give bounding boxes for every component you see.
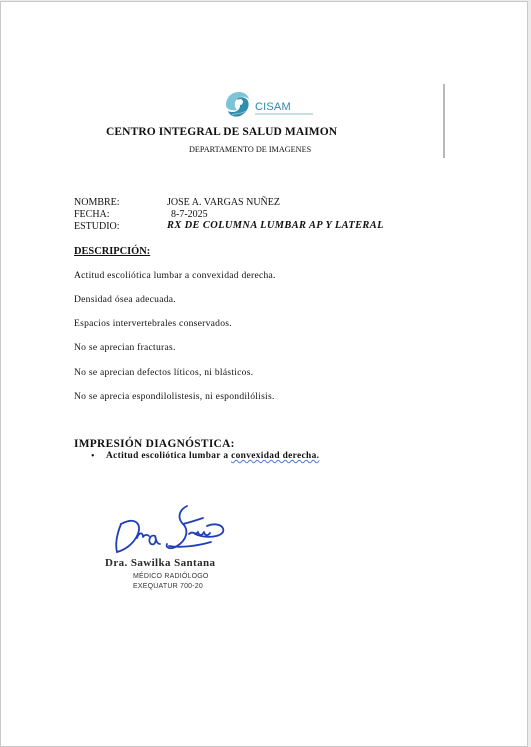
description-line: Actitud escoliótica lumbar a convexidad derecha.	[74, 270, 276, 281]
physician-exequatur: EXEQUATUR 700-20	[133, 583, 203, 590]
impression-item-text-flagged: convexidad derecha.	[231, 451, 320, 461]
department-name: DEPARTAMENTO DE IMAGENES	[189, 145, 312, 154]
impression-heading: IMPRESIÓN DIAGNÓSTICA:	[74, 438, 235, 450]
description-heading: DESCRIPCIÓN:	[74, 246, 151, 257]
logo-text: CISAM	[255, 101, 291, 113]
description-line: Densidad ósea adecuada.	[74, 294, 176, 305]
name-label: NOMBRE:	[74, 197, 120, 208]
impression-item-text: Actitud escoliótica lumbar a	[106, 451, 232, 461]
date-value: 8-7-2025	[171, 209, 208, 220]
description-line: No se aprecian defectos líticos, ni blásticos.	[74, 367, 254, 378]
date-label: FECHA:	[74, 209, 110, 220]
handwritten-signature-icon	[107, 502, 231, 562]
description-line: Espacios intervertebrales conservados.	[74, 318, 232, 329]
bullet-icon: •	[91, 451, 95, 462]
physician-name: Dra. Sawilka Santana	[105, 557, 216, 569]
study-label: ESTUDIO:	[74, 221, 120, 232]
impression-item	[106, 451, 319, 461]
document-page	[1, 2, 527, 746]
description-line: No se aprecia espondilolistesis, ni espondilólisis.	[74, 391, 275, 402]
margin-divider-line	[443, 84, 445, 158]
physician-role: MÉDICO RADIÓLOGO	[133, 573, 209, 580]
description-line: No se aprecian fracturas.	[74, 342, 176, 353]
study-value: RX DE COLUMNA LUMBAR AP Y LATERAL	[167, 220, 384, 231]
name-value: JOSE A. VARGAS NUÑEZ	[167, 197, 280, 208]
organization-name: CENTRO INTEGRAL DE SALUD MAIMON	[106, 126, 338, 138]
logo-tagline-line	[255, 113, 313, 115]
